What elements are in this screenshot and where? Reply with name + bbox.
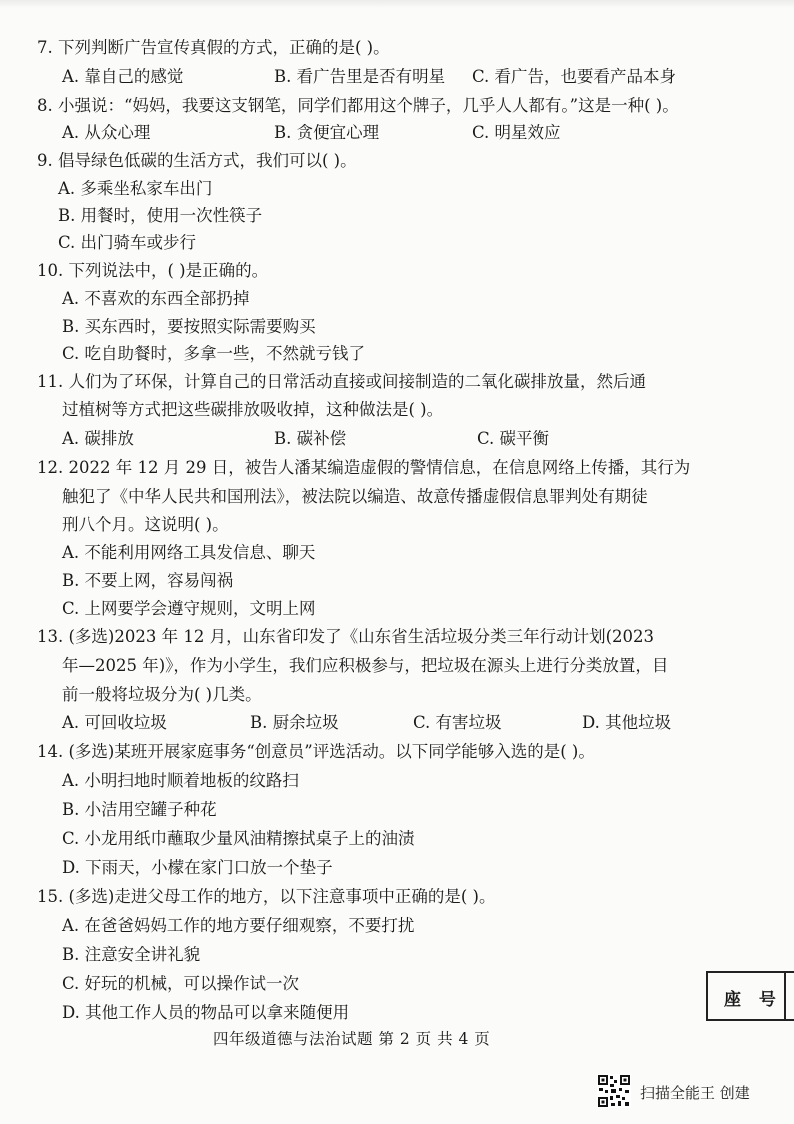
q7-stem: 7. 下列判断广告宣传真假的方式，正确的是( )。 xyxy=(37,38,390,57)
q8-option-b: B. 贪便宜心理 xyxy=(274,123,380,142)
q13-option-a: A. 可回收垃圾 xyxy=(62,713,167,732)
q11-stem-line1: 11. 人们为了环保，计算自己的日常活动直接或间接制造的二氧化碳排放量，然后通 xyxy=(37,372,646,391)
q13-option-b: B. 厨余垃圾 xyxy=(250,713,339,732)
q12-option-a: A. 不能利用网络工具发信息、聊天 xyxy=(62,543,316,562)
q7-option-b: B. 看广告里是否有明星 xyxy=(274,67,446,86)
q10-option-b: B. 买东西时，要按照实际需要购买 xyxy=(62,317,316,336)
q9-option-c: C. 出门骑车或步行 xyxy=(58,233,197,252)
q11-option-c: C. 碳平衡 xyxy=(477,429,550,448)
q10-stem: 10. 下列说法中，( )是正确的。 xyxy=(37,261,269,280)
q11-stem-line2: 过植树等方式把这些碳排放吸收掉，这种做法是( )。 xyxy=(62,400,444,419)
q9-option-a: A. 多乘坐私家车出门 xyxy=(58,179,213,198)
q10-option-c: C. 吃自助餐时，多拿一些，不然就亏钱了 xyxy=(62,344,366,363)
scan-top-edge xyxy=(0,0,794,8)
q13-option-c: C. 有害垃圾 xyxy=(413,713,502,732)
q7-option-c: C. 看广告，也要看产品本身 xyxy=(472,67,677,86)
scanner-watermark-text: 扫描全能王 创建 xyxy=(640,1084,750,1102)
q15-option-b: B. 注意安全讲礼貌 xyxy=(62,945,201,964)
q13-stem-line2: 年—2025 年)》，作为小学生，我们应积极参与，把垃圾在源头上进行分类放置，目 xyxy=(62,656,669,675)
q9-option-b: B. 用餐时，使用一次性筷子 xyxy=(58,206,263,225)
q15-stem: 15. (多选)走进父母工作的地方，以下注意事项中正确的是( )。 xyxy=(37,887,496,906)
q14-stem: 14. (多选)某班开展家庭事务“创意员”评选活动。以下同学能够入选的是( )。 xyxy=(37,742,595,761)
q12-stem-line3: 刑八个月。这说明( )。 xyxy=(62,515,229,534)
q14-option-d: D. 下雨天，小檬在家门口放一个垫子 xyxy=(62,858,333,877)
q12-stem-line1: 12. 2022 年 12 月 29 日，被告人潘某编造虚假的警情信息，在信息网络上传播，其行为 xyxy=(37,458,691,477)
q15-option-a: A. 在爸爸妈妈工作的地方要仔细观察，不要打扰 xyxy=(62,916,415,935)
q14-option-c: C. 小龙用纸巾蘸取少量风油精擦拭桌子上的油渍 xyxy=(62,829,415,848)
q8-option-c: C. 明星效应 xyxy=(472,123,561,142)
seat-number-box xyxy=(706,971,794,1021)
q14-option-b: B. 小洁用空罐子种花 xyxy=(62,800,217,819)
q13-stem-line3: 前一般将垃圾分为( )几类。 xyxy=(62,685,262,704)
q8-option-a: A. 从众心理 xyxy=(62,123,151,142)
q15-option-c: C. 好玩的机械，可以操作试一次 xyxy=(62,974,300,993)
q8-stem: 8. 小强说：“妈妈，我要这支钢笔，同学们都用这个牌子，几乎人人都有。”这是一种( )。 xyxy=(37,96,679,115)
q9-stem: 9. 倡导绿色低碳的生活方式，我们可以( )。 xyxy=(37,151,357,170)
q12-stem-line2: 触犯了《中华人民共和国刑法》，被法院以编造、故意传播虚假信息罪判处有期徒 xyxy=(62,487,648,506)
page-footer: 四年级道德与法治试题 第 2 页 共 4 页 xyxy=(213,1030,491,1048)
q12-option-c: C. 上网要学会遵守规则，文明上网 xyxy=(62,599,316,618)
q13-stem-line1: 13. (多选)2023 年 12 月，山东省印发了《山东省生活垃圾分类三年行动计划(2023 xyxy=(37,627,655,646)
qr-code-icon xyxy=(597,1074,631,1108)
q12-option-b: B. 不要上网，容易闯祸 xyxy=(62,571,234,590)
q7-option-a: A. 靠自己的感觉 xyxy=(62,67,184,86)
seat-box-divider xyxy=(784,973,786,1019)
q11-option-a: A. 碳排放 xyxy=(62,429,134,448)
q15-option-d: D. 其他工作人员的物品可以拿来随便用 xyxy=(62,1003,350,1022)
q10-option-a: A. 不喜欢的东西全部扔掉 xyxy=(62,289,250,308)
seat-number-label: 座 号 xyxy=(724,990,782,1010)
q11-option-b: B. 碳补偿 xyxy=(274,429,347,448)
q13-option-d: D. 其他垃圾 xyxy=(582,713,672,732)
q14-option-a: A. 小明扫地时顺着地板的纹路扫 xyxy=(62,771,299,790)
